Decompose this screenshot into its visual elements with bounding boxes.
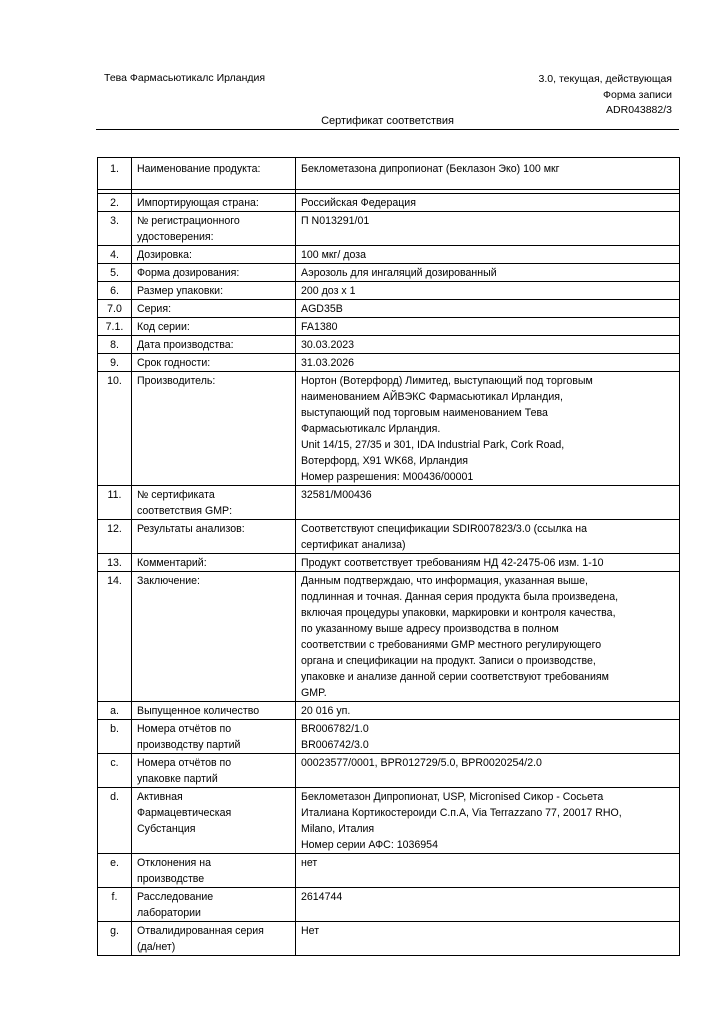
row-label: Заключение: [132, 572, 296, 702]
row-label: Отвалидированная серия (да/нет) [132, 922, 296, 956]
row-label: Наименование продукта: [132, 158, 296, 190]
table-row [98, 246, 680, 264]
row-label: Результаты анализов: [132, 520, 296, 554]
row-label: Отклонения на производстве [132, 854, 296, 888]
row-number: 6. [98, 282, 132, 300]
row-value: 00023577/0001, BPR012729/5.0, BPR0020254/2.0 [296, 754, 680, 788]
table-row [98, 212, 680, 246]
row-number: 14. [98, 572, 132, 702]
table-row [98, 702, 680, 720]
row-value: BR006782/1.0 BR006742/3.0 [296, 720, 680, 754]
row-value: Соответствуют спецификации SDIR007823/3.0 (ссылка на сертификат анализа) [296, 520, 680, 554]
row-number: e. [98, 854, 132, 888]
row-number: 7.0 [98, 300, 132, 318]
row-number: b. [98, 720, 132, 754]
row-value: Беклометазон Дипропионат, USP, Micronised Сикор - Сосьета Италиана Кортикостероиди С.п.А, Via Terrazzano 77, 20017 RHO, Milano, Италия Номер серии АФС: 1036954 [296, 788, 680, 854]
table-row [98, 754, 680, 788]
table-row [98, 572, 680, 702]
row-label: Номера отчётов по производству партий [132, 720, 296, 754]
row-number: 12. [98, 520, 132, 554]
row-label: Серия: [132, 300, 296, 318]
table-row [98, 194, 680, 212]
table-row [98, 372, 680, 486]
row-number: 5. [98, 264, 132, 282]
row-value: Беклометазона дипропионат (Беклазон Эко) 100 мкг [296, 158, 680, 190]
table-row [98, 486, 680, 520]
table-row [98, 300, 680, 318]
row-number: 9. [98, 354, 132, 372]
row-number: c. [98, 754, 132, 788]
row-value: П N013291/01 [296, 212, 680, 246]
row-label: Комментарий: [132, 554, 296, 572]
row-label: Форма дозирования: [132, 264, 296, 282]
table-row [98, 354, 680, 372]
table-row [98, 318, 680, 336]
document-meta [539, 72, 672, 119]
table-row [98, 922, 680, 956]
row-label: Активная Фармацевтическая Субстанция [132, 788, 296, 854]
row-value: Аэрозоль для ингаляций дозированный [296, 264, 680, 282]
table-row [98, 282, 680, 300]
row-number: 10. [98, 372, 132, 486]
row-value: 31.03.2026 [296, 354, 680, 372]
table-row [98, 336, 680, 354]
table-row [98, 854, 680, 888]
row-value: 20 016 уп. [296, 702, 680, 720]
table-row [98, 264, 680, 282]
row-number: 1. [98, 158, 132, 190]
row-value: 2614744 [296, 888, 680, 922]
row-label: Импортирующая страна: [132, 194, 296, 212]
row-label: Номера отчётов по упаковке партий [132, 754, 296, 788]
row-value: Продукт соответствует требованиям НД 42-2475-06 изм. 1-10 [296, 554, 680, 572]
row-value: Нет [296, 922, 680, 956]
row-label: Расследование лаборатории [132, 888, 296, 922]
row-label: № сертификата соответствия GMP: [132, 486, 296, 520]
table-row [98, 888, 680, 922]
row-value: нет [296, 854, 680, 888]
document-title: Сертификат соответствия [321, 115, 454, 127]
row-number: 8. [98, 336, 132, 354]
row-label: Дата производства: [132, 336, 296, 354]
row-value: 200 доз x 1 [296, 282, 680, 300]
row-value: AGD35B [296, 300, 680, 318]
row-number: 7.1. [98, 318, 132, 336]
row-value: 32581/M00436 [296, 486, 680, 520]
row-number: 3. [98, 212, 132, 246]
row-value: Российская Федерация [296, 194, 680, 212]
row-label: № регистрационного удостоверения: [132, 212, 296, 246]
company-name: Тева Фармасьютикалс Ирландия [104, 72, 266, 84]
row-number: f. [98, 888, 132, 922]
table-row [98, 158, 680, 190]
version-status: 3.0, текущая, действующая [538, 73, 672, 85]
row-value: 100 мкг/ доза [296, 246, 680, 264]
row-number: g. [98, 922, 132, 956]
row-label: Производитель: [132, 372, 296, 486]
header-divider [96, 129, 679, 130]
row-value: FA1380 [296, 318, 680, 336]
table-row [98, 520, 680, 554]
row-value: 30.03.2023 [296, 336, 680, 354]
form-code: ADR043882/3 [606, 104, 672, 116]
row-number: 13. [98, 554, 132, 572]
row-label: Код серии: [132, 318, 296, 336]
row-number: d. [98, 788, 132, 854]
table-row [98, 554, 680, 572]
row-number: 4. [98, 246, 132, 264]
row-label: Дозировка: [132, 246, 296, 264]
row-label: Размер упаковки: [132, 282, 296, 300]
row-number: 2. [98, 194, 132, 212]
row-value: Данным подтверждаю, что информация, указанная выше, подлинная и точная. Данная серия продукта была произведена, включая процедуры упаковки, маркировки и контроля качества, по указанному выше адресу производства в полном соответствии с требованиями GMP местного регулирующего органа и спецификации на продукт. Записи о производстве, упаковке и анализе данной серии соответствуют требованиям GMP. [296, 572, 680, 702]
row-value: Нортон (Вотерфорд) Лимитед, выступающий под торговым наименованием АЙВЭКС Фармасьютикал Ирландия, выступающий под торговым наименованием Тева Фармасьютикалс Ирландия. Unit 14/15, 27/35 и 301, IDA Industrial Park, Cork Road, Вотерфорд, X91 WK68, Ирландия Номер разрешения: M00436/00001 [296, 372, 680, 486]
row-number: a. [98, 702, 132, 720]
row-label: Выпущенное количество [132, 702, 296, 720]
table-row [98, 788, 680, 854]
row-label: Срок годности: [132, 354, 296, 372]
form-label: Форма записи [603, 88, 672, 101]
certificate-table [97, 157, 680, 956]
table-row [98, 720, 680, 754]
row-number: 11. [98, 486, 132, 520]
